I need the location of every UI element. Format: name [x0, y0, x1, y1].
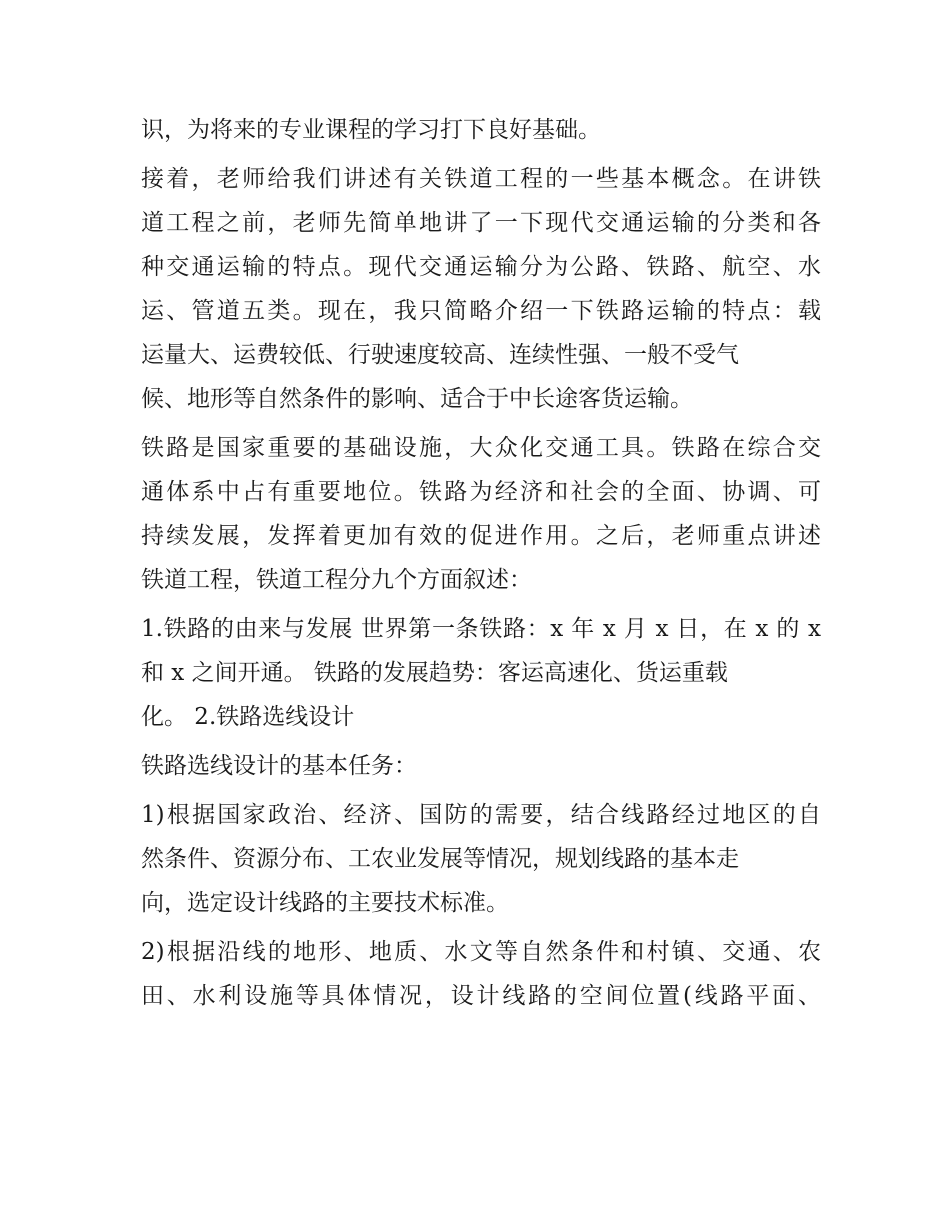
text-line: 田、水利设施等具体情况，设计线路的空间位置(线路平面、 [141, 983, 821, 1009]
text-line: 1.铁路的由来与发展 世界第一条铁路：x 年 x 月 x 日，在 x 的 x [141, 616, 821, 642]
text-line: 铁道工程，铁道工程分九个方面叙述： [141, 567, 532, 593]
text-line: 化。 2.铁路选线设计 [141, 704, 355, 730]
text-line: 种交通运输的特点。现代交通运输分为公路、铁路、航空、水 [141, 254, 821, 280]
text-line: 道工程之前，老师先简单地讲了一下现代交通运输的分类和各 [141, 210, 821, 236]
text-line: 持续发展，发挥着更加有效的促进作用。之后，老师重点讲述 [141, 523, 821, 549]
body-text [141, 108, 821, 1018]
text-line: 运量大、运费较低、行驶速度较高、连续性强、一般不受气 [141, 342, 739, 368]
text-line: 铁路选线设计的基本任务： [141, 753, 417, 779]
text-line: 铁路是国家重要的基础设施，大众化交通工具。铁路在综合交 [141, 435, 821, 461]
text-line: 2)根据沿线的地形、地质、水文等自然条件和村镇、交通、农 [141, 939, 821, 965]
text-line: 通体系中占有重要地位。铁路为经济和社会的全面、协调、可 [141, 479, 821, 505]
text-line: 候、地形等自然条件的影响、适合于中长途客货运输。 [141, 386, 693, 412]
text-line: 识，为将来的专业课程的学习打下良好基础。 [141, 117, 601, 143]
text-line: 和 x 之间开通。 铁路的发展趋势：客运高速化、货运重载 [141, 660, 728, 686]
text-line: 运、管道五类。现在，我只简略介绍一下铁路运输的特点：载 [141, 298, 821, 324]
text-line: 向，选定设计线路的主要技术标准。 [141, 890, 509, 916]
text-line: 然条件、资源分布、工农业发展等情况，规划线路的基本走 [141, 846, 739, 872]
text-line: 接着，老师给我们讲述有关铁道工程的一些基本概念。在讲铁 [141, 166, 821, 192]
text-line: 1)根据国家政治、经济、国防的需要，结合线路经过地区的自 [141, 802, 821, 828]
